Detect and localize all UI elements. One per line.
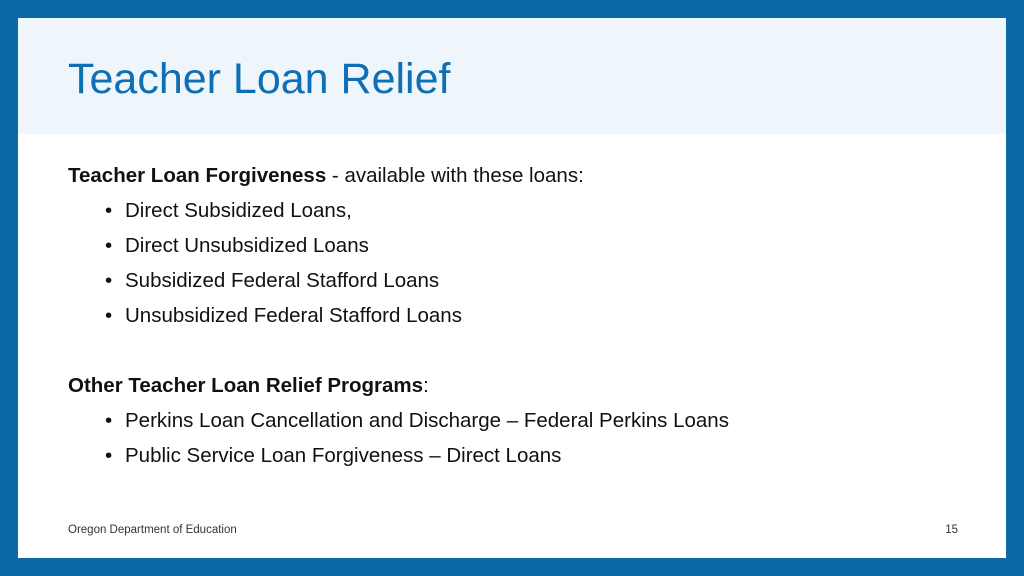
eligible-loans-list	[68, 193, 968, 333]
list-item	[105, 438, 968, 473]
bullet-icon: •	[105, 269, 113, 292]
list-item	[105, 298, 968, 333]
footer-organization: Oregon Department of Education	[68, 524, 237, 536]
section-heading: Other Teacher Loan Relief Programs	[68, 374, 424, 397]
list-item	[105, 263, 968, 298]
slide-title: Teacher Loan Relief	[68, 55, 451, 103]
section-description: :	[423, 374, 429, 397]
list-item	[105, 193, 968, 228]
list-item-text: Perkins Loan Cancellation and Discharge – Federal Perkins Loans	[125, 409, 729, 432]
slide	[18, 18, 1006, 558]
bullet-icon: •	[105, 234, 113, 257]
list-item	[105, 403, 968, 438]
list-item-text: Unsubsidized Federal Stafford Loans	[125, 304, 462, 327]
section-heading: Teacher Loan Forgiveness	[68, 164, 327, 187]
title-band	[18, 18, 1006, 134]
relief-programs-list	[68, 403, 968, 473]
bullet-icon: •	[105, 409, 113, 432]
list-item-text: Public Service Loan Forgiveness – Direct Loans	[125, 444, 562, 467]
section-other-programs	[68, 368, 968, 403]
list-item-text: Direct Subsidized Loans,	[125, 199, 352, 222]
list-item-text: Subsidized Federal Stafford Loans	[125, 269, 440, 292]
list-item	[105, 228, 968, 263]
slide-content	[68, 158, 968, 473]
section-teacher-loan-forgiveness	[68, 158, 968, 193]
list-item-text: Direct Unsubsidized Loans	[125, 234, 369, 257]
bullet-icon: •	[105, 304, 113, 327]
bullet-icon: •	[105, 444, 113, 467]
section-spacer	[68, 333, 968, 368]
bullet-icon: •	[105, 199, 113, 222]
slide-number: 15	[945, 524, 958, 536]
section-description: - available with these loans:	[326, 164, 584, 187]
